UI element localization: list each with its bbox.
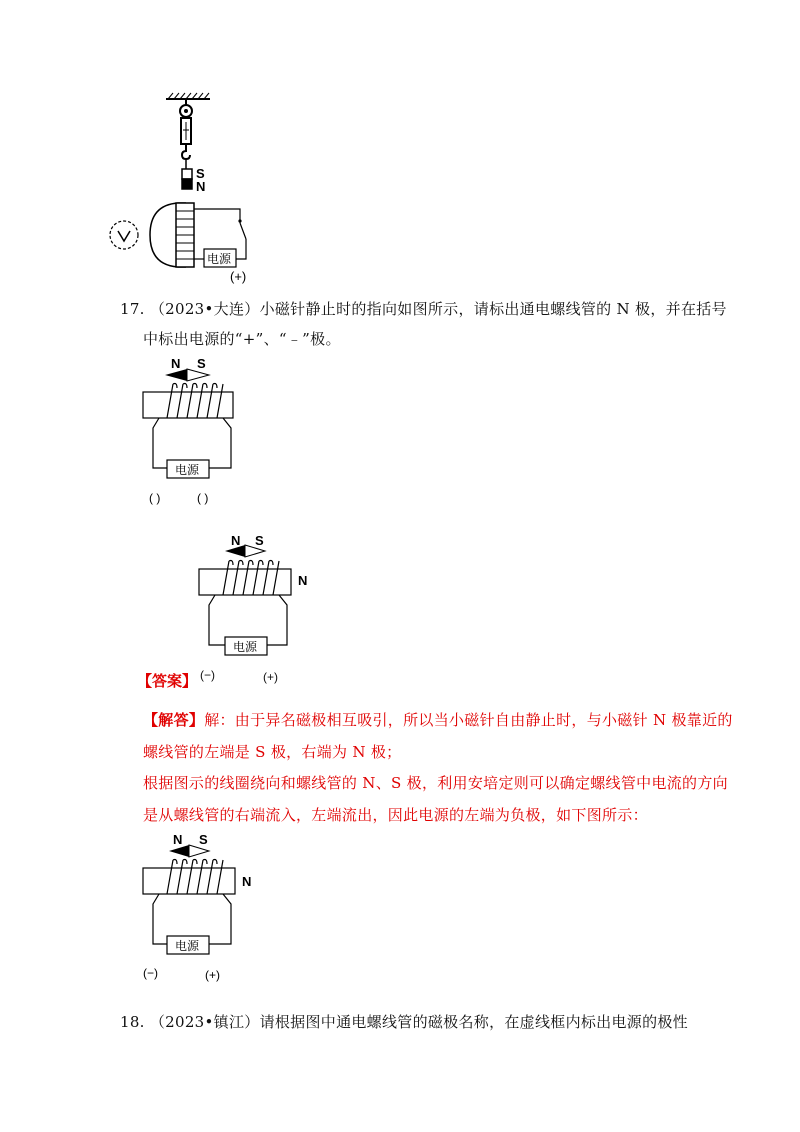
plus-label: (+): [230, 269, 247, 284]
answer-tag: 【答案】: [137, 672, 198, 690]
q18-number: 18.: [120, 1013, 145, 1031]
bracket-right: ( ): [197, 491, 209, 505]
needle-n: N: [173, 832, 183, 847]
power-label: 电源: [175, 463, 200, 477]
q18-source: （2023•镇江）: [149, 1013, 260, 1031]
coil-pole-n: N: [298, 573, 308, 588]
answer-bracket-left: (−): [200, 668, 215, 682]
q18-text: 请根据图中通电螺线管的磁极名称，在虚线框内标出电源的极性: [259, 1013, 688, 1031]
needle-n: N: [231, 533, 241, 548]
q17-number: 17.: [120, 300, 145, 318]
q17-source: （2023•大连）: [149, 300, 260, 318]
q18-line: [120, 1011, 688, 1032]
analysis-line2: 螺线管的左端是 S 极，右端为 N 极；: [143, 743, 402, 761]
power-label: 电源: [233, 640, 258, 654]
answer-row: [137, 670, 197, 691]
q17-question-figure: [135, 350, 255, 510]
q17-line1: [120, 298, 727, 319]
coil-pole-n: N: [242, 874, 252, 889]
analysis-text1: 解：由于异名磁极相互吸引，所以当小磁针自由静止时，与小磁针 N 极靠近的: [204, 711, 733, 729]
needle-n: N: [171, 356, 181, 371]
magnet-pole-s: S: [196, 166, 205, 181]
q17-answer-figure: [195, 527, 325, 687]
analysis-line3: 根据图示的线圈绕向和螺线管的 N、S 极，利用安培定则可以确定螺线管中电流的方向: [143, 774, 728, 792]
bracket-left: (−): [143, 966, 158, 980]
q17-solution-figure: [135, 826, 265, 986]
answer-bracket-right: (+): [263, 670, 278, 684]
analysis-tag: 【解答】: [143, 711, 205, 729]
bracket-right: (+): [205, 968, 220, 982]
magnet-pole-n: N: [196, 179, 206, 194]
power-label: 电源: [175, 939, 200, 953]
analysis-line1: [143, 709, 733, 730]
analysis-line4: 是从螺线管的右端流入，左端流出，因此电源的左端为负极，如下图所示：: [143, 806, 648, 824]
q17-text-line2: 中标出电源的“+”、“﹣”极。: [143, 330, 341, 348]
power-label: 电源: [207, 252, 232, 266]
needle-s: S: [199, 832, 208, 847]
q17-text-line1: 小磁针静止时的指向如图所示，请标出通电螺线管的 N 极，并在括号: [259, 300, 727, 318]
figure-spring-scale-electromagnet: [100, 85, 280, 285]
needle-s: S: [255, 533, 264, 548]
bracket-left: ( ): [149, 491, 161, 505]
needle-s: S: [197, 356, 206, 371]
